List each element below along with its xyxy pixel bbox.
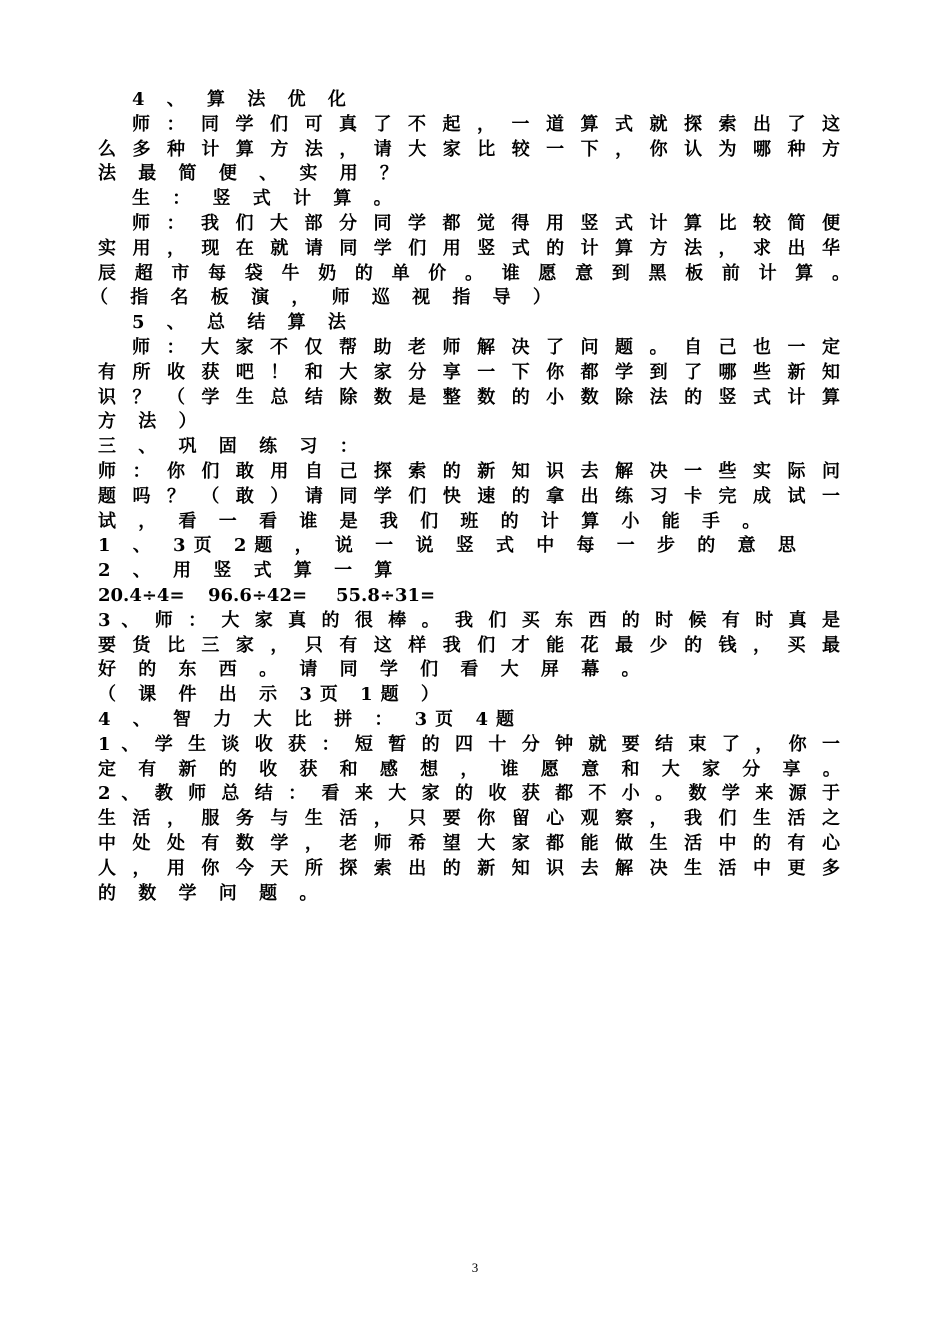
document-body [90, 88, 850, 906]
paragraph-line: 题 吗 ？ （ 敢 ） 请 同 学 们 快 速 的 拿 出 练 习 卡 完 成 试 一 [98, 485, 840, 507]
page-number: 3 [471, 1260, 479, 1275]
paragraph-line: 要 货 比 三 家 ， 只 有 这 样 我 们 才 能 花 最 少 的 钱 ， 买 最 [98, 634, 840, 656]
paragraph-line: （ 指 名 板 演 ， 师 巡 视 指 导 ） [90, 287, 559, 309]
section-heading-practice: 三 、 巩 固 练 习 ： [98, 436, 366, 458]
paragraph-line: 3 、 师 ： 大 家 真 的 很 棒 。 我 们 买 东 西 的 时 候 有 时 真 是 [98, 609, 840, 631]
paragraph-line: 实 用 ， 现 在 就 请 同 学 们 用 竖 式 的 计 算 方 法 ， 求 出 华 [98, 237, 840, 259]
paragraph-line: （ 课 件 出 示 3页 1题 ） [98, 684, 447, 706]
paragraph-line: 师 ： 你 们 敢 用 自 己 探 索 的 新 知 识 去 解 决 一 些 实 际 问 [98, 460, 840, 482]
paragraph-line: 识 ？ （ 学 生 总 结 除 数 是 整 数 的 小 数 除 法 的 竖 式 计 算 [98, 386, 840, 408]
paragraph-line: 生 ： 竖 式 计 算 。 [132, 188, 400, 210]
section-heading-algorithm-optimization: 4 、 算 法 优 化 [132, 89, 354, 110]
paragraph-line: 试 ， 看 一 看 谁 是 我 们 班 的 计 算 小 能 手 。 [98, 510, 769, 532]
paragraph-line: 好 的 东 西 。 请 同 学 们 看 大 屏 幕 。 [98, 659, 648, 681]
section-heading-summary: 5 、 总 结 算 法 [132, 312, 354, 334]
paragraph-line: 的 数 学 问 题 。 [98, 882, 326, 904]
math-expression: 20.4÷4= [98, 584, 185, 606]
paragraph-line: 辰 超 市 每 袋 牛 奶 的 单 价 。 谁 愿 意 到 黑 板 前 计 算 。 [98, 262, 850, 284]
paragraph-line: 师 ： 同 学 们 可 真 了 不 起 ， 一 道 算 式 就 探 索 出 了 这 [132, 113, 840, 135]
math-expression: 96.6÷42= [208, 584, 308, 606]
paragraph-line: 师 ： 大 家 不 仅 帮 助 老 师 解 决 了 问 题 。 自 己 也 一 定 [132, 336, 840, 358]
paragraph-line: 中 处 处 有 数 学 ， 老 师 希 望 大 家 都 能 做 生 活 中 的 有 心 [98, 832, 840, 854]
paragraph-line: 方 法 ） [98, 411, 205, 433]
paragraph-line: 法 最 简 便 、 实 用 ？ [98, 163, 406, 185]
math-expressions-row [98, 584, 840, 609]
exercise-item: 1 、 3页 2题 ， 说 一 说 竖 式 中 每 一 步 的 意 思 [98, 535, 804, 557]
exercise-item: 4 、 智 力 大 比 拼 ： 3页 4题 [98, 708, 522, 730]
paragraph-line: 师 ： 我 们 大 部 分 同 学 都 觉 得 用 竖 式 计 算 比 较 简 便 [132, 212, 840, 234]
exercise-item: 2 、 用 竖 式 算 一 算 [98, 560, 401, 582]
math-expression: 55.8÷31= [336, 584, 436, 606]
paragraph-line: 么 多 种 计 算 方 法 ， 请 大 家 比 较 一 下 ， 你 认 为 哪 种 方 [98, 138, 840, 160]
paragraph-line: 定 有 新 的 收 获 和 感 想 ， 谁 愿 意 和 大 家 分 享 。 [98, 758, 849, 780]
paragraph-line: 有 所 收 获 吧 ！ 和 大 家 分 享 一 下 你 都 学 到 了 哪 些 新 知 [98, 361, 840, 383]
paragraph-line: 人 ， 用 你 今 天 所 探 索 出 的 新 知 识 去 解 决 生 活 中 更 多 [98, 857, 840, 879]
paragraph-line: 2 、 教 师 总 结 ： 看 来 大 家 的 收 获 都 不 小 。 数 学 来 源 于 [98, 783, 840, 805]
paragraph-line: 生 活 ， 服 务 与 生 活 ， 只 要 你 留 心 观 察 ， 我 们 生 活 之 [98, 808, 840, 830]
paragraph-line: 1 、 学 生 谈 收 获 ： 短 暂 的 四 十 分 钟 就 要 结 束 了 ， 你 一 [98, 733, 840, 755]
